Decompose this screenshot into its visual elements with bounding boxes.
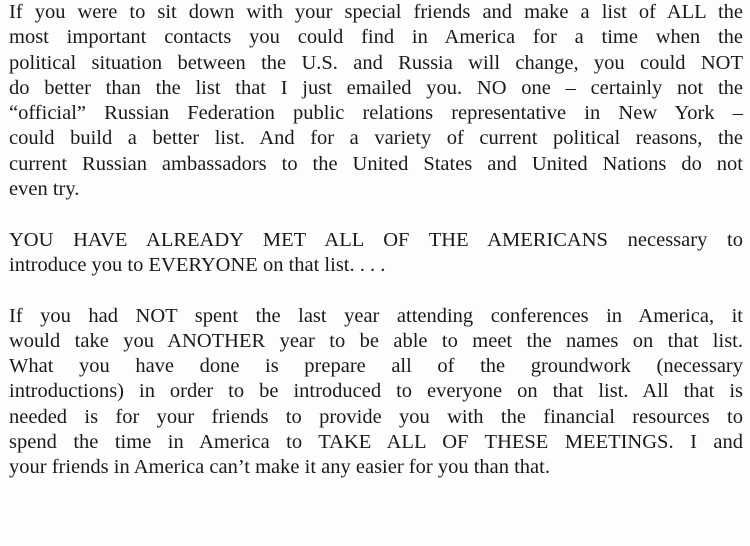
paragraph-gap bbox=[9, 202, 743, 227]
text-line: If you had NOT spent the last year attending conferences in America, it bbox=[9, 304, 743, 327]
text-line: spend the time in America to TAKE ALL OF THESE MEETINGS. I and bbox=[9, 431, 743, 454]
text-line: “official” Russian Federation public relations representative in New York – bbox=[9, 102, 743, 125]
text-line: even try. bbox=[9, 178, 80, 201]
paragraph-contacts-list bbox=[9, 0, 743, 202]
paragraph-gap bbox=[9, 278, 743, 303]
text-line: introductions) in order to be introduced to everyone on that list. All that is bbox=[9, 380, 743, 403]
text-line: YOU HAVE ALREADY MET ALL OF THE AMERICANS necessary to bbox=[9, 228, 743, 251]
text-line: What you have done is prepare all of the groundwork (necessary bbox=[9, 355, 743, 378]
text-line: most important contacts you could find in America for a time when the bbox=[9, 26, 743, 49]
text-line: needed is for your friends to provide you with the financial resources to bbox=[9, 405, 743, 428]
paragraph-already-met bbox=[9, 228, 743, 279]
letter-body bbox=[9, 0, 743, 481]
text-line: do better than the list that I just emailed you. NO one – certainly not the bbox=[9, 76, 743, 99]
text-line: could build a better list. And for a variety of current political reasons, the bbox=[9, 127, 743, 150]
text-line: would take you ANOTHER year to be able to meet the names on that list. bbox=[9, 329, 743, 352]
text-line: your friends in America can’t make it any easier for you than that. bbox=[9, 456, 550, 479]
paragraph-groundwork bbox=[9, 304, 743, 481]
text-line: political situation between the U.S. and Russia will change, you could NOT bbox=[9, 51, 743, 74]
text-line: current Russian ambassadors to the United States and United Nations do not bbox=[9, 152, 743, 175]
text-line: introduce you to EVERYONE on that list. . . . bbox=[9, 253, 386, 276]
text-line: If you were to sit down with your special friends and make a list of ALL the bbox=[9, 1, 743, 23]
